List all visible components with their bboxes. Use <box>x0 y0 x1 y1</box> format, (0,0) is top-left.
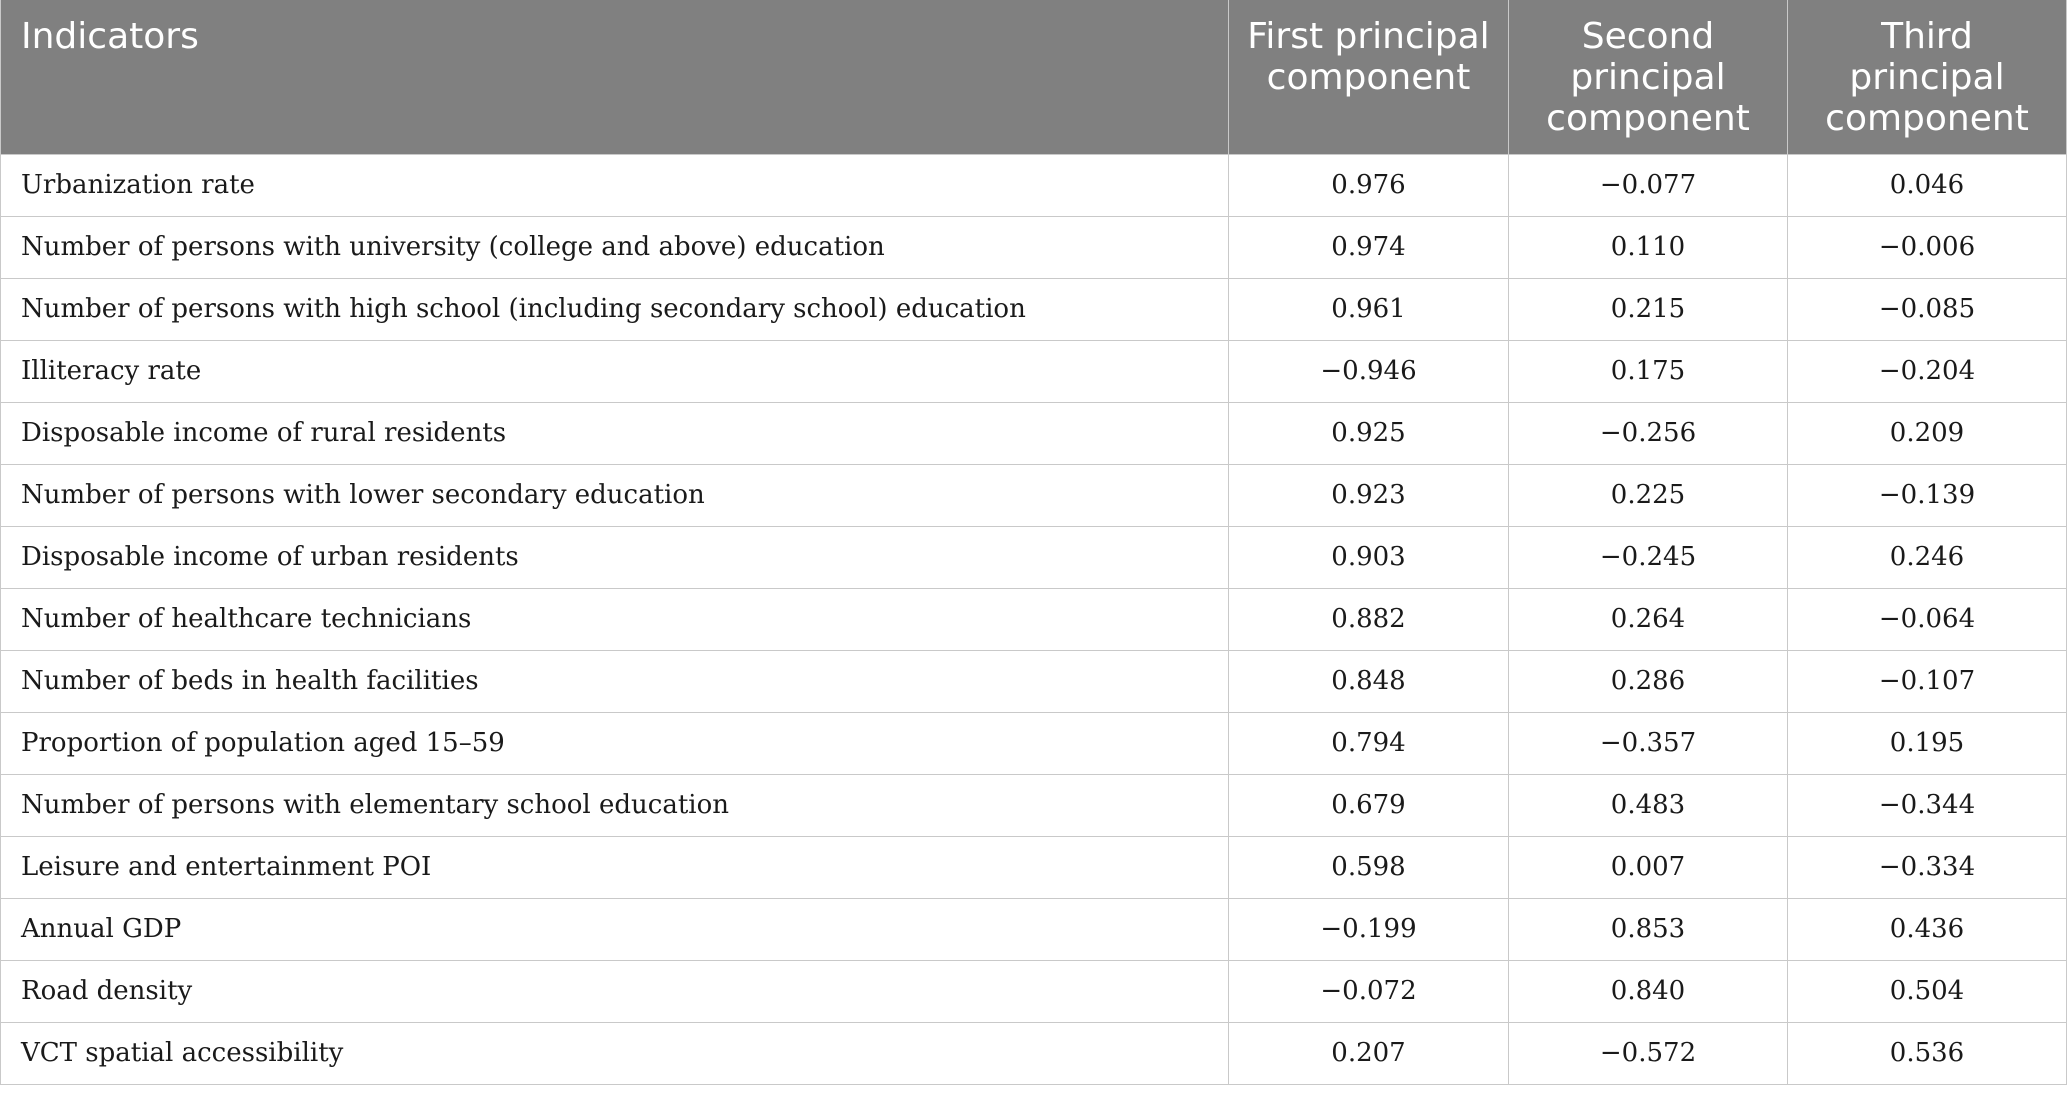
third-component-cell: −0.139 <box>1788 464 2067 526</box>
table-row <box>1 216 2067 278</box>
header-indicators: Indicators <box>1 0 1229 154</box>
indicator-cell: Number of beds in health facilities <box>1 650 1229 712</box>
table-row <box>1 1022 2067 1084</box>
second-component-cell: 0.840 <box>1509 960 1788 1022</box>
indicator-cell: Number of persons with university (college and above) education <box>1 216 1229 278</box>
table-row <box>1 588 2067 650</box>
indicator-cell: Number of persons with high school (including secondary school) education <box>1 278 1229 340</box>
indicator-cell: Illiteracy rate <box>1 340 1229 402</box>
first-component-cell: 0.848 <box>1229 650 1509 712</box>
indicator-cell: Proportion of population aged 15–59 <box>1 712 1229 774</box>
first-component-cell: 0.882 <box>1229 588 1509 650</box>
table-header <box>1 0 2067 154</box>
third-component-cell: −0.334 <box>1788 836 2067 898</box>
first-component-cell: 0.974 <box>1229 216 1509 278</box>
indicator-cell: VCT spatial accessibility <box>1 1022 1229 1084</box>
second-component-cell: 0.175 <box>1509 340 1788 402</box>
table-row <box>1 402 2067 464</box>
header-third-component: Third principal component <box>1788 0 2067 154</box>
second-component-cell: 0.225 <box>1509 464 1788 526</box>
table-row <box>1 898 2067 960</box>
third-component-cell: 0.536 <box>1788 1022 2067 1084</box>
indicator-cell: Leisure and entertainment POI <box>1 836 1229 898</box>
second-component-cell: 0.007 <box>1509 836 1788 898</box>
third-component-cell: −0.344 <box>1788 774 2067 836</box>
second-component-cell: 0.483 <box>1509 774 1788 836</box>
table-body <box>1 154 2067 1084</box>
header-row <box>1 0 2067 154</box>
first-component-cell: 0.925 <box>1229 402 1509 464</box>
first-component-cell: −0.072 <box>1229 960 1509 1022</box>
third-component-cell: −0.085 <box>1788 278 2067 340</box>
third-component-cell: −0.064 <box>1788 588 2067 650</box>
third-component-cell: 0.195 <box>1788 712 2067 774</box>
indicator-cell: Disposable income of urban residents <box>1 526 1229 588</box>
second-component-cell: 0.264 <box>1509 588 1788 650</box>
second-component-cell: 0.853 <box>1509 898 1788 960</box>
second-component-cell: 0.215 <box>1509 278 1788 340</box>
second-component-cell: −0.245 <box>1509 526 1788 588</box>
third-component-cell: 0.046 <box>1788 154 2067 216</box>
indicator-cell: Road density <box>1 960 1229 1022</box>
header-second-component: Second principal component <box>1509 0 1788 154</box>
table-row <box>1 712 2067 774</box>
third-component-cell: −0.107 <box>1788 650 2067 712</box>
second-component-cell: −0.572 <box>1509 1022 1788 1084</box>
second-component-cell: −0.256 <box>1509 402 1788 464</box>
first-component-cell: 0.794 <box>1229 712 1509 774</box>
header-first-component: First principal component <box>1229 0 1509 154</box>
indicator-cell: Number of persons with elementary school education <box>1 774 1229 836</box>
second-component-cell: −0.357 <box>1509 712 1788 774</box>
first-component-cell: 0.976 <box>1229 154 1509 216</box>
table-row <box>1 960 2067 1022</box>
table-row <box>1 278 2067 340</box>
first-component-cell: −0.199 <box>1229 898 1509 960</box>
table-row <box>1 340 2067 402</box>
first-component-cell: 0.903 <box>1229 526 1509 588</box>
second-component-cell: −0.077 <box>1509 154 1788 216</box>
indicator-cell: Number of healthcare technicians <box>1 588 1229 650</box>
third-component-cell: 0.246 <box>1788 526 2067 588</box>
first-component-cell: 0.961 <box>1229 278 1509 340</box>
indicator-cell: Disposable income of rural residents <box>1 402 1229 464</box>
table-row <box>1 464 2067 526</box>
second-component-cell: 0.286 <box>1509 650 1788 712</box>
table-row <box>1 836 2067 898</box>
third-component-cell: −0.006 <box>1788 216 2067 278</box>
table-row <box>1 774 2067 836</box>
third-component-cell: 0.504 <box>1788 960 2067 1022</box>
indicator-cell: Annual GDP <box>1 898 1229 960</box>
first-component-cell: 0.923 <box>1229 464 1509 526</box>
table-row <box>1 650 2067 712</box>
third-component-cell: 0.436 <box>1788 898 2067 960</box>
first-component-cell: 0.598 <box>1229 836 1509 898</box>
second-component-cell: 0.110 <box>1509 216 1788 278</box>
first-component-cell: −0.946 <box>1229 340 1509 402</box>
third-component-cell: −0.204 <box>1788 340 2067 402</box>
table-row <box>1 154 2067 216</box>
third-component-cell: 0.209 <box>1788 402 2067 464</box>
indicator-cell: Number of persons with lower secondary education <box>1 464 1229 526</box>
first-component-cell: 0.679 <box>1229 774 1509 836</box>
indicator-cell: Urbanization rate <box>1 154 1229 216</box>
first-component-cell: 0.207 <box>1229 1022 1509 1084</box>
table-row <box>1 526 2067 588</box>
